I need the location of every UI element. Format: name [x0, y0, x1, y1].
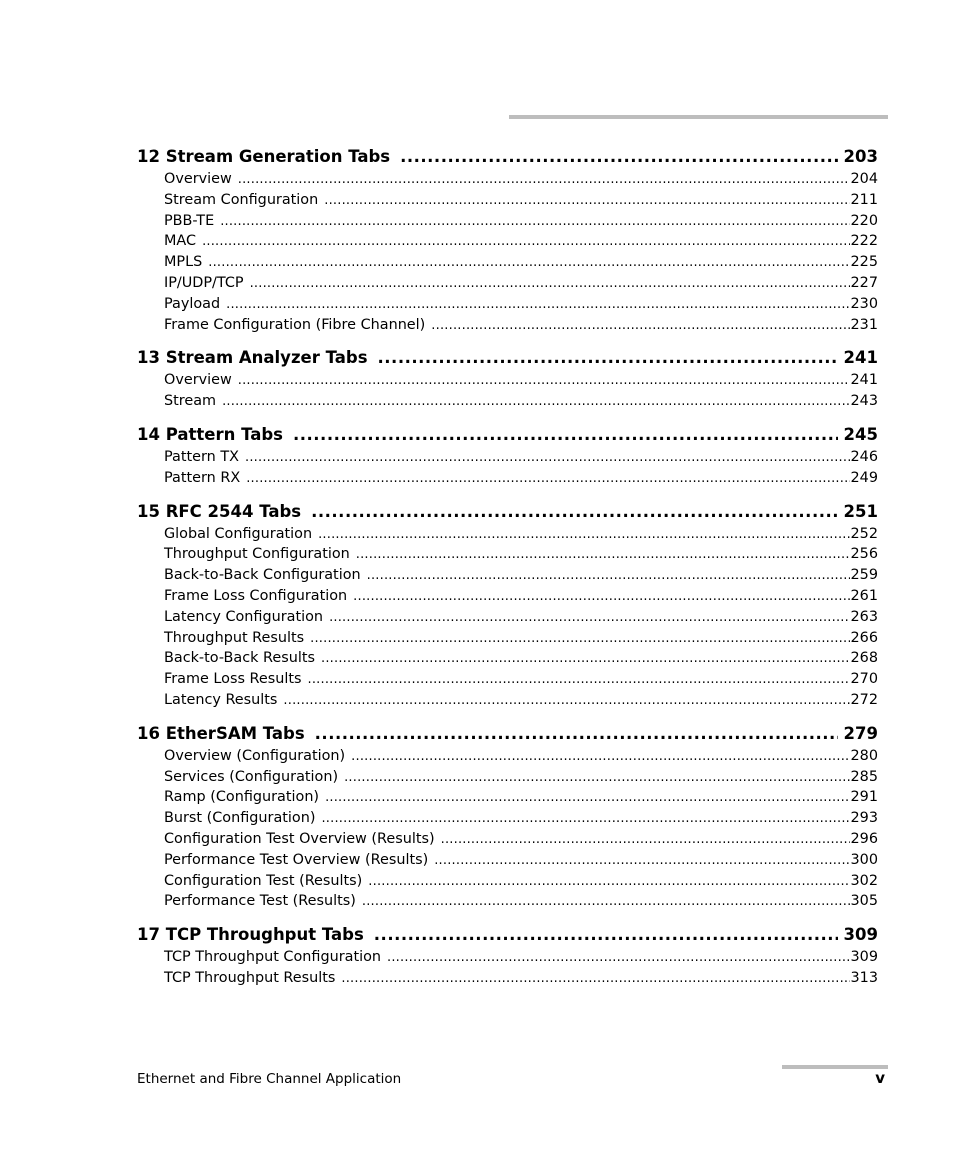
toc-chapter-entry[interactable] [137, 925, 878, 949]
section-page-number: 211 [850, 191, 878, 208]
toc-chapter-entry[interactable] [137, 348, 878, 372]
dot-leader [329, 610, 849, 625]
section-title: MAC [164, 233, 197, 250]
section-title: Overview [164, 171, 232, 187]
section-page-number: 293 [850, 810, 878, 827]
section-page-number: 300 [850, 851, 878, 868]
section-page-number: 256 [850, 546, 878, 563]
chapter-page-number: 245 [843, 424, 878, 444]
footer-rule [782, 1065, 888, 1069]
toc-section-entry[interactable] [164, 970, 878, 991]
toc-section-entry[interactable] [164, 630, 878, 651]
chapter-page-number: 279 [843, 723, 878, 743]
toc-section-entry[interactable] [164, 192, 878, 213]
section-title: TCP Throughput Configuration [164, 949, 382, 966]
section-page-number: 220 [850, 212, 878, 229]
toc-section-entry[interactable] [164, 609, 878, 630]
footer-page-number: v [875, 1069, 885, 1087]
section-page-number: 230 [850, 295, 878, 312]
toc-section-entry[interactable] [164, 449, 878, 470]
section-title: Latency Configuration [164, 608, 324, 625]
dot-leader [324, 193, 849, 208]
section-title: Burst (Configuration) [164, 810, 316, 827]
dot-leader [310, 631, 849, 646]
section-title: Frame Configuration (Fibre Channel) [164, 316, 426, 333]
dot-leader [238, 373, 850, 388]
dot-leader [387, 950, 850, 965]
header-rule [509, 115, 888, 119]
dot-leader [434, 853, 849, 868]
section-page-number: 268 [850, 650, 878, 667]
chapter-page-number: 251 [843, 501, 878, 521]
section-page-number: 263 [850, 608, 878, 625]
chapter-title: 13 Stream Analyzer Tabs [137, 348, 368, 368]
toc-chapter [137, 925, 878, 991]
dot-leader [344, 770, 849, 785]
section-page-number: 259 [850, 567, 878, 584]
dot-leader [238, 172, 850, 187]
dot-leader [315, 724, 838, 743]
toc-section-entry[interactable] [164, 470, 878, 491]
section-title: Stream Configuration [164, 191, 319, 208]
section-title: Services (Configuration) [164, 768, 339, 785]
section-page-number: 285 [850, 768, 878, 785]
toc-section-entry[interactable] [164, 233, 878, 254]
section-title: PBB-TE [164, 212, 215, 229]
dot-leader [321, 811, 849, 826]
dot-leader [311, 502, 837, 521]
section-title: IP/UDP/TCP [164, 274, 244, 291]
table-of-contents [137, 147, 878, 1002]
toc-chapter [137, 425, 878, 491]
toc-chapter-entry[interactable] [137, 425, 878, 449]
toc-section-entry[interactable] [164, 671, 878, 692]
section-page-number: 222 [850, 233, 878, 250]
dot-leader [378, 348, 838, 367]
dot-leader [321, 651, 850, 666]
toc-section-entry[interactable] [164, 296, 878, 317]
section-page-number: 309 [850, 949, 878, 966]
section-title: Frame Loss Configuration [164, 587, 348, 604]
toc-chapter-entry[interactable] [137, 724, 878, 748]
dot-leader [353, 589, 849, 604]
section-title: Stream [164, 393, 217, 410]
dot-leader [356, 547, 850, 562]
section-title: Performance Test (Results) [164, 893, 356, 910]
toc-section-entry[interactable] [164, 692, 878, 713]
section-page-number: 231 [850, 316, 878, 333]
toc-section-entry[interactable] [164, 893, 878, 914]
dot-leader [341, 971, 849, 986]
section-title: Performance Test Overview (Results) [164, 851, 429, 868]
dot-leader [226, 297, 849, 312]
toc-section-entry[interactable] [164, 317, 878, 338]
section-page-number: 246 [850, 448, 878, 465]
section-page-number: 261 [850, 587, 878, 604]
section-title: Back-to-Back Configuration [164, 567, 361, 584]
section-title: Pattern RX [164, 469, 241, 486]
toc-section-entry[interactable] [164, 748, 878, 769]
dot-leader [220, 214, 849, 229]
section-title: Configuration Test Overview (Results) [164, 830, 435, 847]
toc-section-entry[interactable] [164, 393, 878, 414]
section-page-number: 302 [850, 872, 878, 889]
toc-section-entry[interactable] [164, 213, 878, 234]
dot-leader [202, 234, 849, 249]
section-title: Throughput Results [164, 629, 305, 646]
toc-section-entry[interactable] [164, 831, 878, 852]
chapter-title: 12 Stream Generation Tabs [137, 147, 391, 166]
dot-leader [245, 450, 850, 465]
toc-section-entry[interactable] [164, 873, 878, 894]
dot-leader [318, 527, 849, 542]
section-page-number: 305 [850, 893, 878, 910]
section-page-number: 270 [850, 671, 878, 688]
section-page-number: 252 [850, 525, 878, 542]
toc-section-entry[interactable] [164, 769, 878, 790]
toc-chapter [137, 348, 878, 414]
dot-leader [283, 693, 849, 708]
toc-section-entry[interactable] [164, 171, 878, 192]
section-page-number: 204 [850, 171, 878, 187]
section-title: Payload [164, 295, 221, 312]
section-page-number: 272 [850, 691, 878, 708]
chapter-page-number: 309 [843, 925, 878, 945]
toc-section-entry[interactable] [164, 275, 878, 296]
dot-leader [208, 255, 849, 270]
toc-chapter [137, 502, 878, 713]
dot-leader [293, 425, 838, 444]
section-page-number: 241 [850, 372, 878, 389]
chapter-title: 16 EtherSAM Tabs [137, 723, 305, 743]
section-title: Overview (Configuration) [164, 747, 346, 764]
section-title: MPLS [164, 254, 203, 271]
toc-section-entry[interactable] [164, 567, 878, 588]
section-title: Latency Results [164, 691, 278, 708]
section-page-number: 280 [850, 747, 878, 764]
toc-chapter-entry[interactable] [137, 502, 878, 526]
dot-leader [222, 394, 849, 409]
section-title: Frame Loss Results [164, 671, 302, 688]
dot-leader [325, 790, 849, 805]
toc-section-entry[interactable] [164, 852, 878, 873]
section-page-number: 227 [850, 274, 878, 291]
dot-leader [431, 318, 849, 333]
section-title: Ramp (Configuration) [164, 789, 320, 806]
toc-section-entry[interactable] [164, 949, 878, 970]
section-title: Throughput Configuration [164, 546, 350, 563]
chapter-page-number: 203 [843, 147, 878, 166]
toc-section-entry[interactable] [164, 810, 878, 831]
dot-leader [351, 749, 849, 764]
dot-leader [250, 276, 850, 291]
section-page-number: 313 [850, 969, 878, 986]
toc-chapter [137, 724, 878, 914]
toc-section-entry[interactable] [164, 254, 878, 275]
dot-leader [246, 471, 849, 486]
section-title: Back-to-Back Results [164, 650, 315, 667]
section-page-number: 249 [850, 469, 878, 486]
section-title: Configuration Test (Results) [164, 872, 363, 889]
toc-section-entry[interactable] [164, 372, 878, 393]
toc-section-entry[interactable] [164, 546, 878, 567]
toc-section-entry[interactable] [164, 526, 878, 547]
chapter-title: 14 Pattern Tabs [137, 424, 283, 444]
section-page-number: 225 [850, 254, 878, 271]
section-page-number: 243 [850, 393, 878, 410]
toc-section-entry[interactable] [164, 650, 878, 671]
chapter-title: 17 TCP Throughput Tabs [137, 925, 364, 945]
dot-leader [308, 672, 850, 687]
footer-document-title: Ethernet and Fibre Channel Application [137, 1071, 402, 1087]
dot-leader [441, 832, 850, 847]
section-title: Global Configuration [164, 525, 313, 542]
toc-section-entry[interactable] [164, 789, 878, 810]
section-title: Pattern TX [164, 448, 239, 465]
dot-leader [374, 925, 838, 944]
section-title: TCP Throughput Results [164, 969, 336, 986]
chapter-page-number: 241 [843, 348, 878, 368]
section-title: Overview [164, 372, 232, 389]
section-page-number: 291 [850, 789, 878, 806]
toc-chapter-entry[interactable] [137, 147, 878, 171]
toc-section-entry[interactable] [164, 588, 878, 609]
dot-leader [368, 874, 849, 889]
section-page-number: 296 [850, 830, 878, 847]
section-page-number: 266 [850, 629, 878, 646]
dot-leader [367, 568, 850, 583]
chapter-title: 15 RFC 2544 Tabs [137, 501, 302, 521]
dot-leader [362, 894, 850, 909]
toc-chapter [137, 147, 878, 337]
dot-leader [400, 147, 837, 166]
